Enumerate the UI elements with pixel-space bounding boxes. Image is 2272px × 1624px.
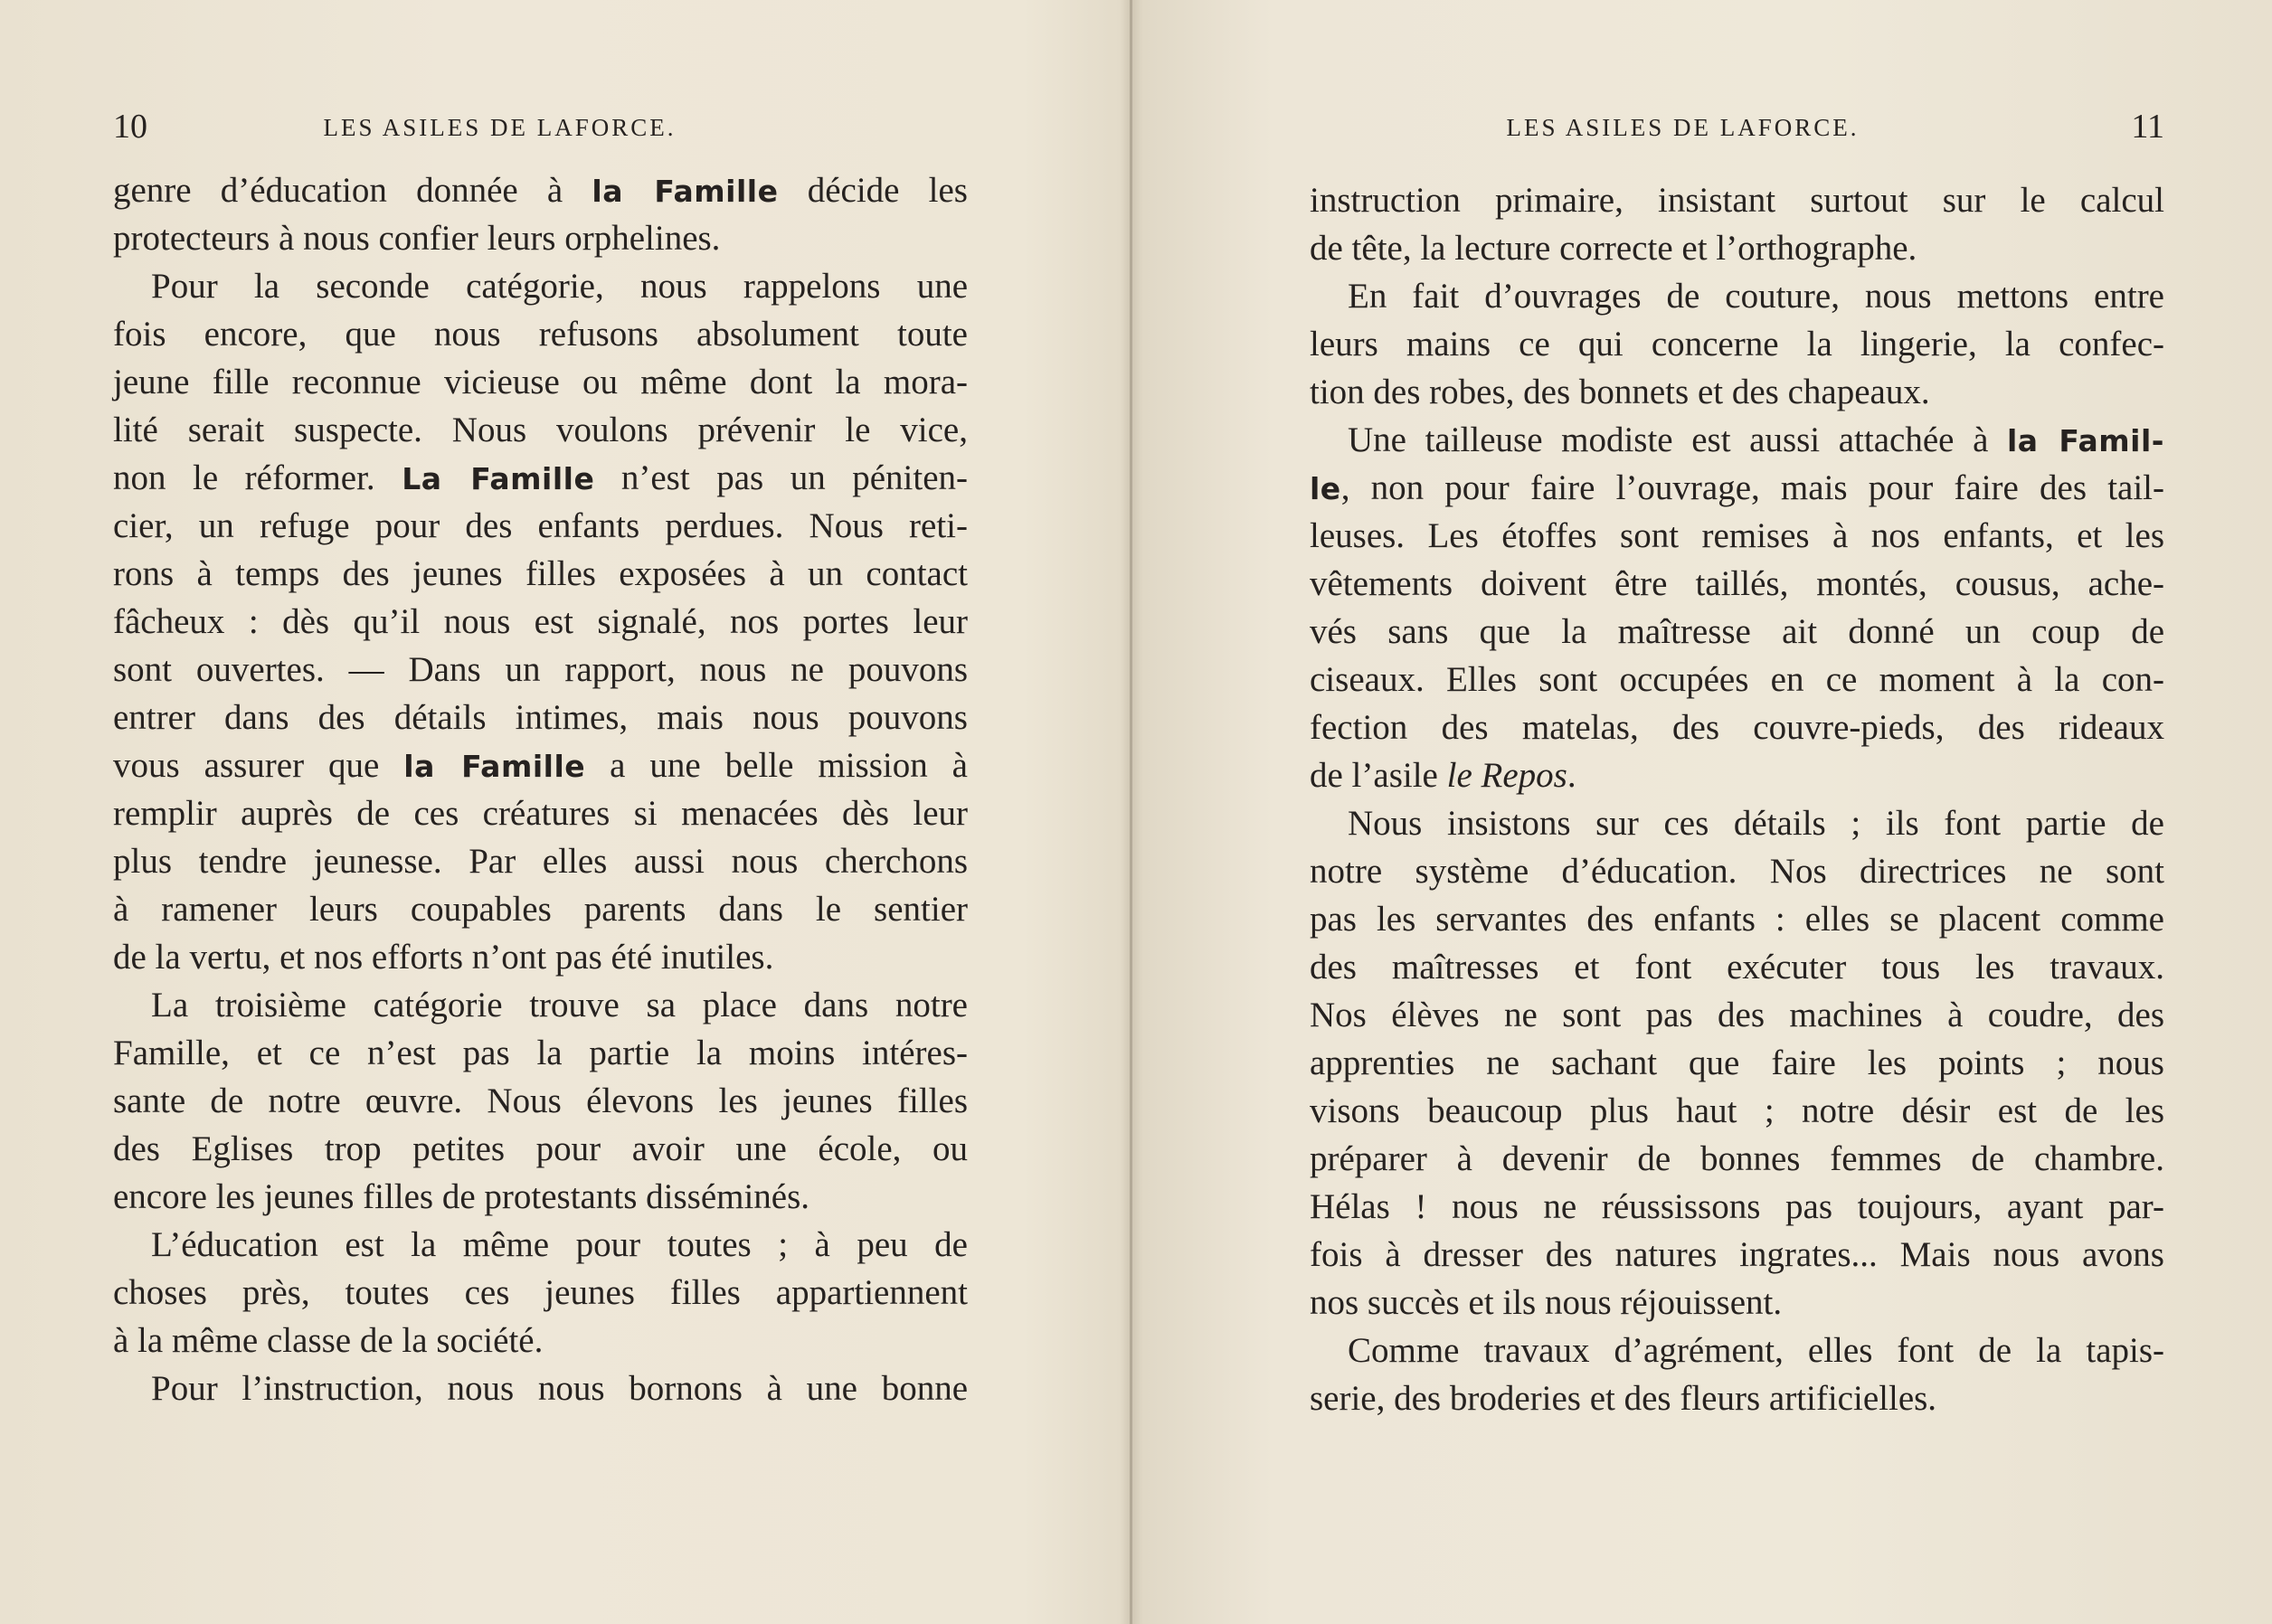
text-run: vêtements doivent être taillés, montés, cousus, ache-: [1310, 564, 2164, 603]
text-line: [113, 598, 968, 646]
text-run: Nous insistons sur ces détails ; ils font partie de: [1348, 804, 2164, 843]
text-run: jeune fille reconnue vicieuse ou même dont la mora-: [113, 363, 968, 401]
text-run: Famille, et ce n’est pas la partie la moins intéres-: [113, 1034, 968, 1072]
text-line: [1310, 751, 2164, 799]
text-run: choses près, toutes ces jeunes filles appartiennent: [113, 1273, 968, 1312]
text-run: fâcheux : dès qu’il nous est signalé, nos portes leur: [113, 602, 968, 641]
right-running-head: [1310, 107, 2164, 146]
text-line: [1310, 656, 2164, 703]
text-line: [113, 262, 968, 310]
text-run: pas les servantes des enfants : elles se placent comme: [1310, 900, 2164, 939]
text-line: [1310, 320, 2164, 368]
text-run: n’est pas un péniten-: [594, 458, 968, 497]
text-line: [1310, 895, 2164, 943]
text-run: Comme travaux d’agrément, elles font de la tapis-: [1348, 1331, 2164, 1370]
book-gutter: [1130, 0, 1132, 1624]
left-page-number: 10: [113, 108, 147, 146]
text-run: En fait d’ouvrages de couture, nous mettons entre: [1348, 277, 2164, 316]
text-run: entrer dans des détails intimes, mais nous pouvons: [113, 698, 968, 737]
text-line: [1310, 1327, 2164, 1374]
bold-text: la Famille: [403, 749, 586, 784]
text-line: [113, 694, 968, 741]
text-line: [113, 310, 968, 358]
text-line: [113, 789, 968, 837]
text-line: [1310, 512, 2164, 560]
text-run: ciseaux. Elles sont occupées en ce moment à la con-: [1310, 660, 2164, 699]
text-line: [1310, 799, 2164, 847]
text-run: fois à dresser des natures ingrates... Mais nous avons: [1310, 1235, 2164, 1274]
bold-text: la Famille: [592, 174, 779, 209]
text-line: [113, 214, 968, 262]
text-line: [1310, 991, 2164, 1039]
text-run: sont ouvertes. — Dans un rapport, nous ne pouvons: [113, 650, 968, 689]
text-run: Nos élèves ne sont pas des machines à coudre, des: [1310, 996, 2164, 1034]
text-run: des Eglises trop petites pour avoir une école, ou: [113, 1129, 968, 1168]
text-run: nos succès et ils nous réjouissent.: [1310, 1283, 1783, 1322]
text-line: [1310, 224, 2164, 272]
text-line: [1310, 847, 2164, 895]
text-run: visons beaucoup plus haut ; notre désir est de les: [1310, 1091, 2164, 1130]
text-run: sante de notre œuvre. Nous élevons les jeunes filles: [113, 1081, 968, 1120]
text-line: [113, 358, 968, 406]
text-line: [113, 1125, 968, 1173]
right-page-number: 11: [2131, 108, 2164, 146]
text-run: fection des matelas, des couvre-pieds, des rideaux: [1310, 708, 2164, 747]
text-line: [1310, 176, 2164, 224]
text-run: plus tendre jeunesse. Par elles aussi nous cherchons: [113, 842, 968, 881]
text-line: [1310, 416, 2164, 464]
text-run: , non pour faire l’ouvrage, mais pour faire des tail-: [1340, 468, 2164, 507]
text-run: tion des robes, des bonnets et des chapeaux.: [1310, 373, 1930, 411]
text-run: encore les jeunes filles de protestants disséminés.: [113, 1177, 810, 1216]
text-run: cier, un refuge pour des enfants perdues. Nous reti-: [113, 506, 968, 545]
text-line: [113, 981, 968, 1029]
text-line: [113, 837, 968, 885]
text-run: préparer à devenir de bonnes femmes de chambre.: [1310, 1139, 2164, 1178]
text-run: décide les: [778, 171, 968, 210]
text-line: [113, 741, 968, 789]
text-line: [1310, 1279, 2164, 1327]
left-running-head: [113, 107, 968, 146]
text-line: [1310, 1231, 2164, 1279]
text-line: [113, 454, 968, 502]
text-run: apprenties ne sachant que faire les points ; nous: [1310, 1043, 2164, 1082]
text-run: vés sans que la maîtresse ait donné un coup de: [1310, 612, 2164, 651]
right-page-body: [1310, 176, 2164, 1422]
text-line: [113, 1317, 968, 1364]
text-line: [113, 166, 968, 214]
text-run: L’éducation est la même pour toutes ; à peu de: [151, 1225, 968, 1264]
text-line: [1310, 464, 2164, 512]
text-line: [1310, 943, 2164, 991]
text-run: instruction primaire, insistant surtout sur le calcul: [1310, 181, 2164, 220]
text-run: rons à temps des jeunes filles exposées à un contact: [113, 554, 968, 593]
text-run: à la même classe de la société.: [113, 1321, 544, 1360]
text-line: [113, 1364, 968, 1412]
text-line: [113, 646, 968, 694]
text-line: [1310, 368, 2164, 416]
text-line: [113, 1269, 968, 1317]
text-run: leuses. Les étoffes sont remises à nos enfants, et les: [1310, 516, 2164, 555]
text-line: [113, 1221, 968, 1269]
text-line: [1310, 608, 2164, 656]
text-line: [1310, 1374, 2164, 1422]
text-run: non le réformer.: [113, 458, 402, 497]
text-run: de tête, la lecture correcte et l’orthographe.: [1310, 229, 1917, 268]
text-run: Pour l’instruction, nous nous bornons à une bonne: [151, 1369, 968, 1408]
text-run: lité serait suspecte. Nous voulons prévenir le vice,: [113, 411, 968, 449]
text-line: [113, 550, 968, 598]
text-run: remplir auprès de ces créatures si menacées dès leur: [113, 794, 968, 833]
text-run: de l’asile: [1310, 756, 1447, 795]
text-line: [1310, 1135, 2164, 1183]
italic-text: le Repos: [1446, 756, 1567, 795]
text-line: [113, 502, 968, 550]
text-line: [1310, 703, 2164, 751]
text-run: fois encore, que nous refusons absolument toute: [113, 315, 968, 354]
text-line: [113, 885, 968, 933]
bold-text: la Famil-: [2006, 423, 2164, 458]
right-running-head-title: LES ASILES DE LAFORCE.: [1506, 114, 1860, 141]
text-line: [113, 1173, 968, 1221]
bold-text: La Famille: [402, 461, 595, 496]
text-run: Pour la seconde catégorie, nous rappelons une: [151, 267, 968, 306]
text-run: a une belle mission à: [585, 746, 968, 785]
text-line: [1310, 1087, 2164, 1135]
text-run: protecteurs à nous confier leurs orphelines.: [113, 219, 721, 258]
text-line: [113, 1077, 968, 1125]
text-line: [113, 406, 968, 454]
text-line: [1310, 1039, 2164, 1087]
text-run: vous assurer que: [113, 746, 404, 785]
text-run: des maîtresses et font exécuter tous les travaux.: [1310, 948, 2164, 987]
left-page-body: [113, 166, 968, 1412]
text-line: [1310, 272, 2164, 320]
text-line: [113, 933, 968, 981]
text-run: genre d’éducation donnée à: [113, 171, 592, 210]
left-page: [0, 0, 1130, 1624]
right-page: [1133, 0, 2272, 1624]
left-running-head-title: LES ASILES DE LAFORCE.: [323, 114, 677, 141]
text-run: serie, des broderies et des fleurs artificielles.: [1310, 1379, 1937, 1418]
text-run: leurs mains ce qui concerne la lingerie, la confec-: [1310, 325, 2164, 364]
text-run: à ramener leurs coupables parents dans le sentier: [113, 890, 968, 929]
text-run: La troisième catégorie trouve sa place dans notre: [151, 986, 968, 1024]
bold-text: le: [1310, 471, 1341, 506]
text-line: [1310, 1183, 2164, 1231]
text-line: [1310, 560, 2164, 608]
text-run: de la vertu, et nos efforts n’ont pas été inutiles.: [113, 938, 774, 977]
text-line: [113, 1029, 968, 1077]
text-run: notre système d’éducation. Nos directrices ne sont: [1310, 852, 2164, 891]
text-run: .: [1567, 756, 1576, 795]
text-run: Une tailleuse modiste est aussi attachée à: [1348, 420, 2007, 459]
text-run: Hélas ! nous ne réussissons pas toujours, ayant par-: [1310, 1187, 2164, 1226]
